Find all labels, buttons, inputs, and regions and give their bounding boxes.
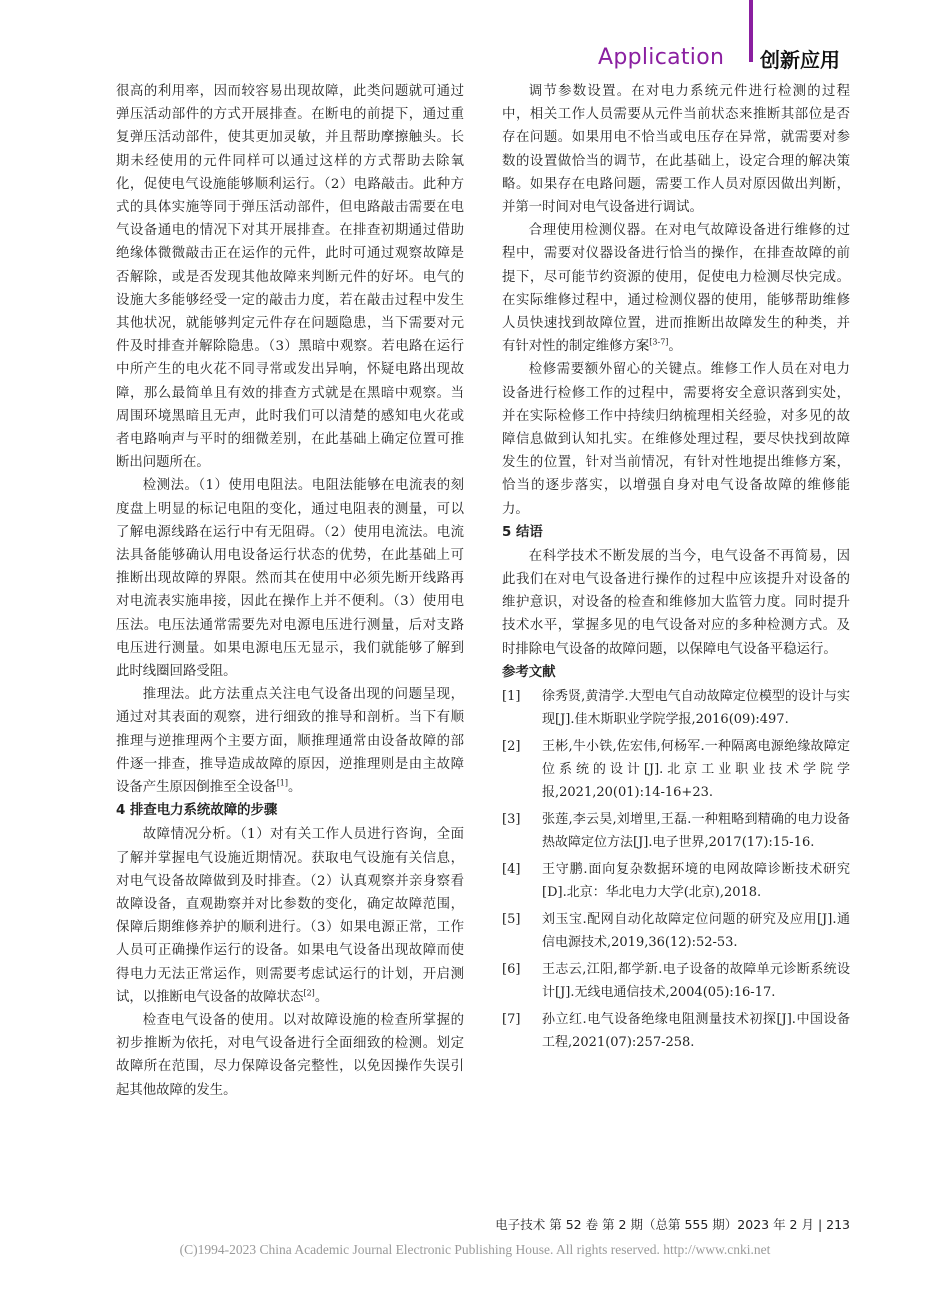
body-paragraph xyxy=(502,219,850,358)
reference-item xyxy=(502,908,850,954)
reference-text: 刘玉宝.配网自动化故障定位问题的研究及应用[J].通信电源技术,2019,36(12):52-53. xyxy=(542,911,850,950)
paragraph-end: 。 xyxy=(668,339,682,355)
body-paragraph xyxy=(116,683,464,799)
reference-number: [6] xyxy=(502,961,521,977)
reference-list xyxy=(502,685,850,1054)
citation: [3-7] xyxy=(649,337,669,347)
body-paragraph: 调节参数设置。在对电力系统元件进行检测的过程中，相关工作人员需要从元件当前状态来推断其部位是否存在问题。如果用电不恰当或电压存在异常，就需要对参数的设置做恰当的调节，在此基础上，设定合理的解决策略。如果存在电路问题，需要工作人员对原因做出判断，并第一时间对电气设备进行调试。 xyxy=(502,84,850,216)
reference-number: [1] xyxy=(502,688,521,704)
section-heading-4: 4 排查电力系统故障的步骤 xyxy=(116,803,278,819)
right-column xyxy=(502,80,850,1058)
reference-text: 王彬,牛小铁,佐宏伟,何杨军.一种隔离电源绝缘故障定位系统的设计[J].北京工业职业技术学院学报,2021,20(01):14-16+23. xyxy=(542,738,850,800)
brand-accent-bar xyxy=(749,0,753,62)
left-column xyxy=(116,80,464,1102)
section-heading-5: 5 结语 xyxy=(502,524,543,540)
brand-title-english: Application xyxy=(598,45,725,70)
brand-title-chinese: 创新应用 xyxy=(760,48,840,72)
reference-item xyxy=(502,958,850,1004)
body-paragraph: 在科学技术不断发展的当今，电气设备不再简易，因此我们在对电气设备进行操作的过程中应该提升对设备的维护意识，对设备的检查和维修加大监管力度。同时提升技术水平，掌握多见的电气设备对应的多种检测方式。及时排除电气设备的故障问题，以保障电气设备平稳运行。 xyxy=(502,548,850,657)
reference-item xyxy=(502,858,850,904)
body-paragraph: 检修需要额外留心的关键点。维修工作人员在对电力设备进行检修工作的过程中，需要将安全意识落到实处，并在实际检修工作中持续归纳梳理相关经验，对多见的故障信息做到认知扎实。在维修处理过程，要尽快找到故障发生的位置，针对当前情况，有针对性地提出维修方案，恰当的逐步落实，以增强自身对电气设备故障的维修能力。 xyxy=(502,362,850,517)
reference-number: [3] xyxy=(502,811,521,827)
body-paragraph: 检测法。（1）使用电阻法。电阻法能够在电流表的刻度盘上明显的标记电阻的变化，通过电阻表的测量，可以了解电源线路在运行中有无阻碍。（2）使用电流法。电流法具备能够确认用电设备运行状态的优势，在此基础上可推断出现故障的界限。然而其在使用中必须先断开线路再对电流表实施串接，因此在操作上并不便利。（3）使用电压法。电压法通常需要先对电源电压进行测量，后对支路电压进行测量。如果电源电压无显示，我们就能够了解到此时线圈回路受阻。 xyxy=(116,478,464,680)
reference-number: [5] xyxy=(502,911,521,927)
reference-text: 张莲,李云昊,刘增里,王磊.一种粗略到精确的电力设备热故障定位方法[J].电子世界,2017(17):15-16. xyxy=(542,811,850,850)
reference-number: [4] xyxy=(502,861,521,877)
reference-item xyxy=(502,685,850,731)
body-paragraph: 很高的利用率，因而较容易出现故障，此类问题就可通过弹压活动部件的方式开展排查。在断电的前提下，通过重复弹压活动部件，使其更加灵敏，并且帮助摩擦触头。长期未经使用的元件同样可以通过这样的方式帮助去除氧化，促使电气设施能够顺利运行。（2）电路敲击。此种方式的具体实施等同于弹压活动部件，但电路敲击需要在电气设备通电的情况下对其开展排查。在排查初期通过借助绝缘体微微敲击正在运作的元件，此时可通过观察故障是否解除，或是否发现其他故障来判断元件的好坏。电气的设施大多能够经受一定的敲击力度，若在敲击过程中发生其他状况，就能够判定元件存在问题隐患，当下需要对元件及时排查并解除隐患。（3）黑暗中观察。若电路在运行中所产生的电火花不同寻常或发出异响，怀疑电路出现故障，那么最简单且有效的排查方式就是在黑暗中观察。当周围环境黑暗且无声，此时我们可以清楚的感知电火花或者电路响声与平时的细微差别，在此基础上确定位置可推断出问题所在。 xyxy=(116,84,464,471)
reference-item xyxy=(502,1008,850,1054)
copyright-notice: (C)1994-2023 China Academic Journal Electronic Publishing House. All rights reserved. http://www.cnki.net xyxy=(179,1242,771,1257)
reference-number: [7] xyxy=(502,1011,521,1027)
body-paragraph: 检查电气设备的使用。以对故障设施的检查所掌握的初步推断为依托，对电气设备进行全面细致的检测。划定故障所在范围，尽力保障设备完整性，以免因操作失误引起其他故障的发生。 xyxy=(116,1012,464,1098)
reference-text: 徐秀贤,黄清学.大型电气自动故障定位模型的设计与实现[J].佳木斯职业学院学报,2016(09):497. xyxy=(542,688,850,727)
paragraph-text: 合理使用检测仪器。在对电气故障设备进行维修的过程中，需要对仪器设备进行恰当的操作，在排查故障的前提下，尽可能节约资源的使用，促使电力检测尽快完成。在实际维修过程中，通过检测仪器的使用，能够帮助维修人员快速找到故障位置，进而推断出故障发生的种类，并有针对性的制定维修方案 xyxy=(502,223,850,355)
reference-item xyxy=(502,735,850,804)
body-paragraph xyxy=(116,823,464,1009)
citation: [1] xyxy=(276,778,289,788)
reference-text: 孙立红.电气设备绝缘电阻测量技术初探[J].中国设备工程,2021(07):257-258. xyxy=(542,1011,850,1050)
references-heading: 参考文献 xyxy=(502,664,556,680)
reference-text: 王守鹏.面向复杂数据环境的电网故障诊断技术研究[D].北京：华北电力大学(北京),2018. xyxy=(542,861,850,900)
paragraph-end: 。 xyxy=(314,989,329,1005)
reference-number: [2] xyxy=(502,738,521,754)
paragraph-text: 推理法。此方法重点关注电气设备出现的问题呈现，通过对其表面的观察，进行细致的推导和剖析。当下有顺推理与逆推理两个主要方面，顺推理通常由设备故障的部件逐一排查，推导造成故障的原因，逆推理则是由主故障设备产生原因倒推至全设备 xyxy=(116,687,464,796)
reference-text: 王志云,江阳,都学新.电子设备的故障单元诊断系统设计[J].无线电通信技术,2004(05):16-17. xyxy=(542,961,850,1000)
citation: [2] xyxy=(303,988,315,998)
paragraph-text: 故障情况分析。（1）对有关工作人员进行咨询，全面了解并掌握电气设施近期情况。获取电气设施有关信息，对电气设备故障做到及时排查。（2）认真观察并亲身察看故障设备，直观勘察并对比参数的变化，确定故障范围，保障后期维修养护的顺利进行。（3）如果电源正常，工作人员可正确操作运行的设备。如果电气设备出现故障而使得电力无法正常运作，则需要考虑试运行的计划，开启测试，以推断电气设备的故障状态 xyxy=(116,827,464,1005)
journal-footer: 电子技术 第 52 卷 第 2 期（总第 555 期）2023 年 2 月 | 213 xyxy=(495,1217,850,1232)
paragraph-end: 。 xyxy=(288,780,302,796)
reference-item xyxy=(502,808,850,854)
